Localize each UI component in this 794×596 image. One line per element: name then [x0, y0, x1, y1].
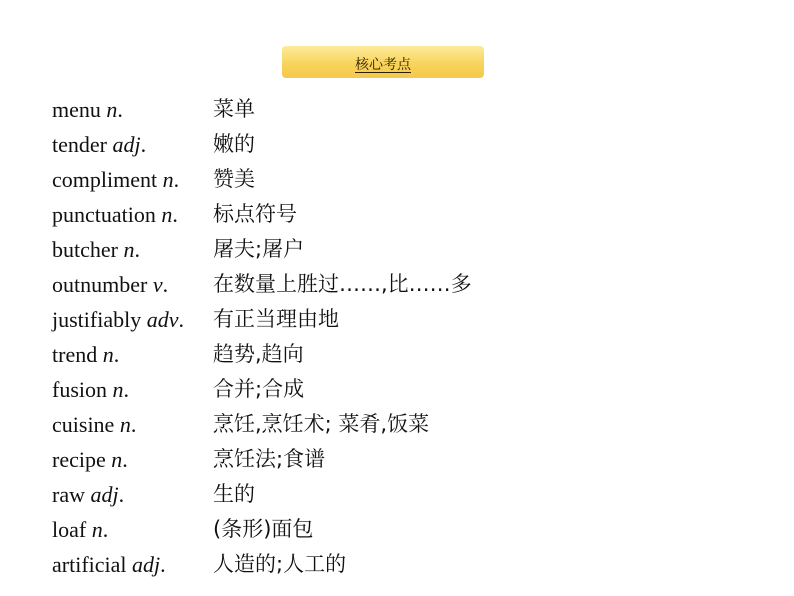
vocab-meaning: 生的 — [213, 482, 255, 506]
vocab-meaning: 赞美 — [213, 167, 255, 191]
vocab-pos: n — [119, 412, 131, 437]
vocab-row — [52, 127, 652, 162]
vocab-word: raw — [52, 482, 85, 507]
vocab-pos: n — [111, 447, 123, 472]
vocab-word: trend — [52, 342, 98, 367]
vocab-word: justifiably — [52, 307, 142, 332]
vocab-pos: n — [106, 97, 118, 122]
vocab-row — [52, 302, 652, 337]
vocab-word: cuisine — [52, 412, 115, 437]
vocab-pos: v — [152, 272, 163, 297]
vocab-meaning: 烹饪法;食谱 — [213, 447, 326, 471]
vocab-term: butcher n. — [52, 237, 140, 262]
vocab-word: tender — [52, 132, 107, 157]
vocab-meaning: (条形)面包 — [213, 517, 314, 541]
vocab-row — [52, 372, 652, 407]
vocab-word: menu — [52, 97, 101, 122]
vocab-word: artificial — [52, 552, 127, 577]
vocab-meaning: 屠夫;屠户 — [213, 237, 305, 261]
vocab-term: compliment n. — [52, 167, 180, 192]
vocab-row — [52, 477, 652, 512]
vocab-pos: n — [112, 377, 124, 402]
vocab-word: butcher — [52, 237, 118, 262]
vocab-term: fusion n. — [52, 377, 129, 402]
vocab-row — [52, 92, 652, 127]
vocab-row — [52, 337, 652, 372]
vocab-meaning: 在数量上胜过……,比……多 — [213, 272, 472, 296]
vocab-pos: n — [162, 167, 174, 192]
core-points-badge — [282, 46, 484, 78]
vocab-row — [52, 232, 652, 267]
vocab-meaning: 菜单 — [213, 97, 255, 121]
vocab-pos: adj — [112, 132, 141, 157]
vocab-meaning: 人造的;人工的 — [213, 552, 347, 576]
vocab-word: recipe — [52, 447, 106, 472]
vocab-meaning: 趋势,趋向 — [213, 342, 304, 366]
vocab-term: outnumber v. — [52, 272, 169, 297]
vocab-meaning: 标点符号 — [213, 202, 297, 226]
vocab-pos: adv — [146, 307, 179, 332]
vocab-row — [52, 197, 652, 232]
vocab-term: tender adj. — [52, 132, 147, 157]
vocab-term: justifiably adv. — [52, 307, 184, 332]
vocab-pos: n — [161, 202, 173, 227]
vocab-pos: adj — [132, 552, 161, 577]
vocab-pos: adj — [90, 482, 119, 507]
vocab-word: loaf — [52, 517, 87, 542]
vocab-term: punctuation n. — [52, 202, 178, 227]
vocab-pos: n — [91, 517, 103, 542]
core-points-label: 核心考点 — [355, 57, 411, 73]
vocab-row — [52, 407, 652, 442]
vocab-meaning: 有正当理由地 — [213, 307, 339, 331]
vocab-meaning: 烹饪,烹饪术; 菜肴,饭菜 — [213, 412, 430, 436]
vocab-term: artificial adj. — [52, 552, 166, 577]
vocab-meaning: 嫩的 — [213, 132, 255, 156]
vocab-row — [52, 547, 652, 582]
vocab-term: menu n. — [52, 97, 123, 122]
vocab-word: compliment — [52, 167, 158, 192]
vocabulary-list — [52, 92, 652, 582]
vocab-term: cuisine n. — [52, 412, 137, 437]
vocab-row — [52, 512, 652, 547]
vocab-word: punctuation — [52, 202, 156, 227]
vocab-term: recipe n. — [52, 447, 128, 472]
vocab-pos: n — [123, 237, 135, 262]
vocab-term: trend n. — [52, 342, 120, 367]
vocab-word: fusion — [52, 377, 107, 402]
vocab-meaning: 合并;合成 — [213, 377, 305, 401]
vocab-word: outnumber — [52, 272, 148, 297]
vocab-term: loaf n. — [52, 517, 109, 542]
vocab-row — [52, 267, 652, 302]
vocab-pos: n — [102, 342, 114, 367]
vocab-row — [52, 162, 652, 197]
vocab-term: raw adj. — [52, 482, 125, 507]
vocab-row — [52, 442, 652, 477]
